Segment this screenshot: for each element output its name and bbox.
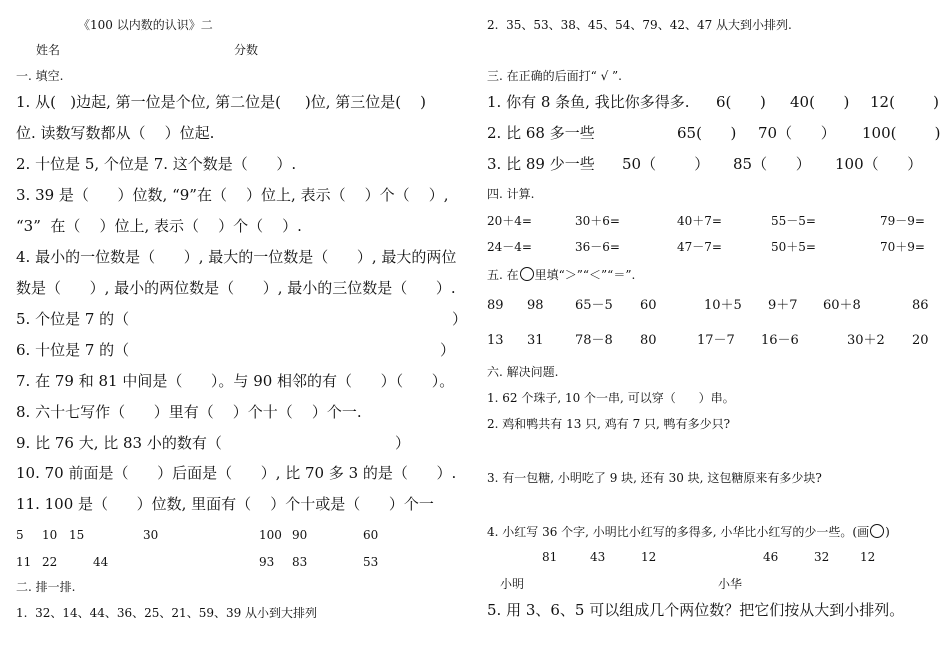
- calc-row1-item: 20＋4=: [487, 214, 532, 228]
- calc-row1-item: 55－5=: [771, 214, 816, 228]
- name-label: 姓名: [36, 43, 61, 57]
- calc-row2-item: 47－7=: [677, 240, 722, 254]
- check-q3-option: 100（ ）: [835, 155, 923, 173]
- question-5-close: ）: [452, 310, 468, 328]
- section-6-heading: 六. 解决问题.: [487, 365, 559, 379]
- section-4-heading: 四. 计算.: [487, 187, 535, 201]
- seq-row1-item: 15: [69, 528, 85, 542]
- seq-row2-item: 53: [363, 555, 379, 569]
- question-6: 6. 十位是 7 的（: [16, 341, 130, 359]
- question-6-close: ）: [440, 341, 456, 359]
- compare-row2-item: 20: [912, 333, 929, 348]
- compare-row1-item: 86: [912, 298, 929, 313]
- seq-row2-item: 44: [93, 555, 109, 569]
- problem-4-name: 小华: [718, 577, 743, 591]
- problem-4-number: 32: [814, 550, 830, 564]
- question-1-line-2: 位. 读数写数都从（ ）位起.: [16, 124, 215, 142]
- check-q1-option: 12( ): [870, 93, 939, 111]
- score-label: 分数: [234, 43, 259, 57]
- calc-row2-item: 36－6=: [575, 240, 620, 254]
- problem-4-text: 4. 小红写 36 个字, 小明比小红写的多得多, 小华比小红写的少一些。(画: [487, 525, 870, 539]
- compare-row2-item: 30＋2: [847, 333, 885, 348]
- question-8: 8. 六十七写作（ ）里有（ ）个十（ ）个一.: [16, 403, 362, 421]
- question-9: 9. 比 76 大, 比 83 小的数有（: [16, 434, 222, 452]
- question-11: 11. 100 是（ ）位数, 里面有（ ）个十或是（ ）个一: [16, 495, 434, 513]
- seq-row1-item: 10: [42, 528, 58, 542]
- question-7: 7. 在 79 和 81 中间是（ ）。与 90 相邻的有（ ）（ ）。: [16, 372, 455, 390]
- seq-row1-item: 90: [292, 528, 308, 542]
- section-1-heading: 一. 填空.: [16, 69, 64, 83]
- seq-row1-item: 5: [16, 528, 24, 542]
- problem-4-number: 46: [763, 550, 779, 564]
- check-q2-text: 2. 比 68 多一些: [487, 124, 595, 142]
- sort-question-1: 1. 32、14、44、36、25、21、59、39 从小到大排列: [16, 606, 318, 620]
- section-5-suffix: 里填“＞”“＜”“＝”.: [534, 268, 636, 282]
- section-2-heading: 二. 排一排.: [16, 580, 76, 594]
- check-q1-text: 1. 你有 8 条鱼, 我比你多得多.: [487, 93, 690, 111]
- compare-row1-item: 98: [527, 298, 544, 313]
- compare-row2-item: 17－7: [697, 333, 735, 348]
- problem-4-number: 43: [590, 550, 606, 564]
- check-q1-option: 6( ): [716, 93, 766, 111]
- problem-5: 5. 用 3、6、5 可以组成几个两位数？把它们按从大到小排列。: [487, 601, 905, 619]
- section-5-prefix: 五. 在: [487, 268, 519, 282]
- compare-row1-item: 65－5: [575, 298, 613, 313]
- question-5: 5. 个位是 7 的（: [16, 310, 130, 328]
- compare-row2-item: 31: [527, 333, 544, 348]
- check-q3-option: 50（ ）: [622, 155, 710, 173]
- compare-row1-item: 60: [640, 298, 657, 313]
- problem-3: 3. 有一包糖, 小明吃了 9 块, 还有 30 块, 这包糖原来有多少块?: [487, 471, 822, 485]
- seq-row2-item: 22: [42, 555, 58, 569]
- seq-row2-item: 93: [259, 555, 275, 569]
- problem-2: 2. 鸡和鸭共有 13 只, 鸡有 7 只, 鸭有多少只?: [487, 417, 731, 431]
- section-5-heading: [487, 267, 635, 281]
- problem-4-close: ): [885, 525, 890, 539]
- circle-icon: [870, 524, 884, 538]
- calc-row1-item: 79－9=: [880, 214, 925, 228]
- calc-row2-item: 50＋5=: [771, 240, 816, 254]
- check-q2-option: 70（ ）: [758, 124, 836, 142]
- section-3-heading: 三. 在正确的后面打“ √ ”.: [487, 69, 622, 83]
- problem-4-number: 12: [641, 550, 657, 564]
- seq-row1-item: 100: [259, 528, 282, 542]
- compare-row1-item: 9＋7: [768, 298, 798, 313]
- compare-row1-item: 60＋8: [823, 298, 861, 313]
- check-q3-text: 3. 比 89 少一些: [487, 155, 595, 173]
- compare-row2-item: 78－8: [575, 333, 613, 348]
- check-q2-option: 65( ): [677, 124, 737, 142]
- compare-row2-item: 16－6: [761, 333, 799, 348]
- problem-4-name: 小明: [500, 577, 525, 591]
- problem-4-number: 81: [542, 550, 558, 564]
- compare-row1-item: 89: [487, 298, 504, 313]
- problem-4: [487, 524, 890, 538]
- question-1-line-1: 1. 从( )边起, 第一位是个位, 第二位是( )位, 第三位是( ): [16, 93, 427, 111]
- check-q1-option: 40( ): [790, 93, 850, 111]
- question-10: 10. 70 前面是（ ）后面是（ ）, 比 70 多 3 的是（ ）.: [16, 464, 457, 482]
- question-9-close: ）: [395, 434, 411, 452]
- problem-1: 1. 62 个珠子, 10 个一串, 可以穿（ ）串。: [487, 391, 735, 405]
- question-3-line-1: 3. 39 是（ ）位数, “9”在（ ）位上, 表示（ ）个（ ）,: [16, 186, 449, 204]
- seq-row2-item: 83: [292, 555, 308, 569]
- question-4-line-2: 数是（ ）, 最小的两位数是（ ）, 最小的三位数是（ ）.: [16, 279, 456, 297]
- worksheet-title: 《100 以内数的认识》二: [78, 18, 213, 32]
- check-q3-option: 85（ ）: [733, 155, 811, 173]
- question-2: 2. 十位是 5, 个位是 7. 这个数是（ ）.: [16, 155, 297, 173]
- problem-4-number: 12: [860, 550, 876, 564]
- sort-question-2: 2. 35、53、38、45、54、79、42、47 从大到小排列.: [487, 18, 792, 32]
- compare-row2-item: 80: [640, 333, 657, 348]
- circle-icon: [520, 267, 534, 281]
- calc-row1-item: 30＋6=: [575, 214, 620, 228]
- seq-row2-item: 11: [16, 555, 32, 569]
- compare-row2-item: 13: [487, 333, 504, 348]
- check-q2-option: 100( ): [862, 124, 941, 142]
- question-4-line-1: 4. 最小的一位数是（ ）, 最大的一位数是（ ）, 最大的两位: [16, 248, 457, 266]
- calc-row1-item: 40＋7=: [677, 214, 722, 228]
- calc-row2-item: 70＋9=: [880, 240, 925, 254]
- compare-row1-item: 10＋5: [704, 298, 742, 313]
- question-3-line-2: “3” 在（ ）位上, 表示（ ）个（ ）.: [16, 217, 302, 235]
- calc-row2-item: 24－4=: [487, 240, 532, 254]
- seq-row1-item: 30: [143, 528, 159, 542]
- seq-row1-item: 60: [363, 528, 379, 542]
